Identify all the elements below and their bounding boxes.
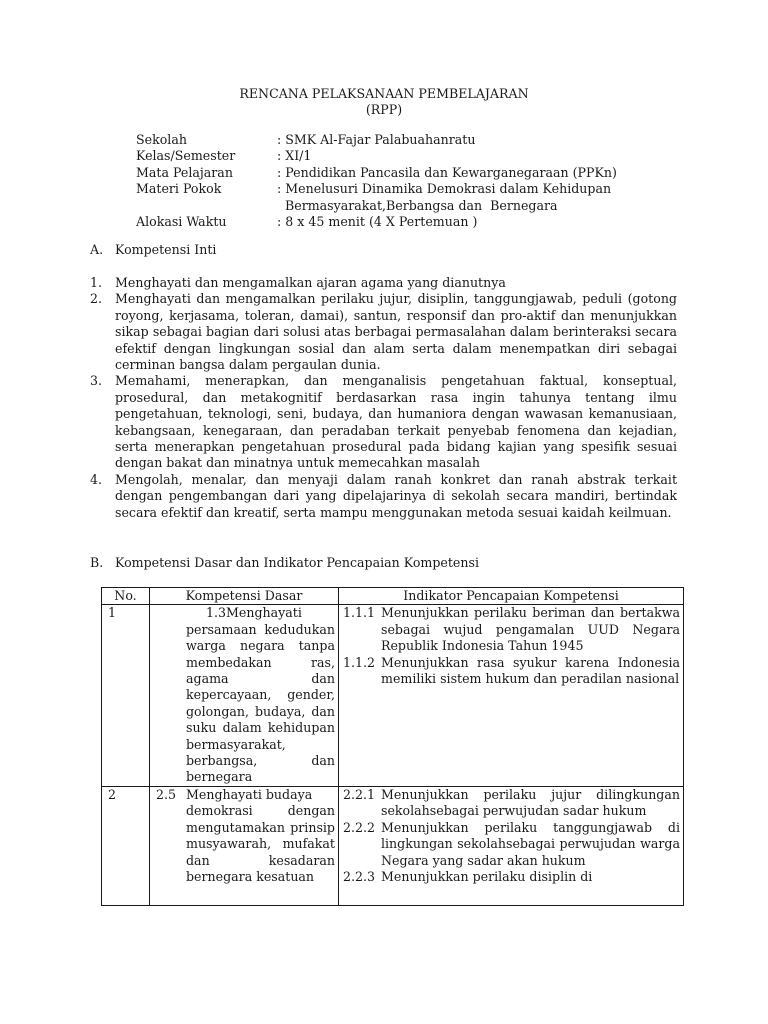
indicator-code: 2.2.3 (343, 868, 376, 884)
section-title: Kompetensi Inti (115, 242, 217, 257)
section-letter: A. (90, 242, 104, 257)
identity-value: : Pendidikan Pancasila dan Kewarganegaraan (PPKn) (277, 164, 617, 180)
indicator-code: 2.2.2 (343, 819, 376, 835)
list-number: 3. (90, 373, 103, 389)
document-title (0, 86, 768, 119)
kd-code: 2.5 (156, 786, 177, 802)
identity-value: Bermasyarakat,Berbangsa dan Bernegara (277, 197, 558, 213)
list-text: Menghayati dan mengamalkan ajaran agama yang dianutnya (115, 275, 506, 290)
kd-code: 1.3 (206, 605, 227, 621)
identity-row-topic-continued (136, 198, 696, 214)
indicator-code: 1.1.1 (343, 605, 376, 621)
indicator-item (343, 655, 680, 688)
title-line-1: RENCANA PELAKSANAAN PEMBELAJARAN (239, 86, 529, 101)
section-b-heading (90, 555, 690, 571)
identity-row-time (136, 214, 696, 230)
list-number: 2. (90, 291, 103, 307)
kd-cell (150, 605, 339, 786)
kd-cell (150, 786, 339, 905)
list-text: Memahami, menerapkan, dan menganalisis pengetahuan faktual, konseptual, prosedural, dan metakognitif berdasarkan rasa ingin tahunya tentang ilmu pengetahuan, teknologi, seni, budaya, dan humaniora dengan wawasan kemanusiaan, kebangsaan, kenegaraan, dan peradaban terkait penyebab fenomena dan kejadian, serta menerapkan pengetahuan prosedural pada bidang kajian yang spesifik sesuai dengan bakat dan minatnya untuk memecahkan masalah (115, 373, 677, 471)
row-number: 1 (102, 605, 150, 786)
kd-first-words: Menghayati budaya (186, 786, 313, 802)
identity-value: : XI/1 (277, 148, 312, 164)
identity-label: Sekolah (136, 132, 187, 147)
list-item (90, 275, 677, 291)
indicator-text: Menunjukkan perilaku tanggungjawab di lingkungan sekolahsebagai perwujudan warga Negara yang sadar akan hukum (381, 819, 680, 868)
section-letter: B. (90, 555, 104, 570)
indicator-item (343, 869, 680, 885)
identity-label: Kelas/Semester (136, 148, 236, 164)
list-item (90, 472, 677, 521)
kd-heading (156, 787, 335, 803)
row-number: 2 (102, 786, 150, 905)
list-number: 1. (90, 275, 103, 290)
indicator-code: 1.1.2 (343, 654, 376, 670)
indicator-item (343, 605, 680, 654)
header-no: No. (102, 588, 150, 605)
list-text: Menghayati dan mengamalkan perilaku jujur, disiplin, tanggungjawab, peduli (gotong royong, kerjasama, toleran, damai), santun, responsif dan pro-aktif dan menunjukkan sikap sebagai bagian dari solusi atas berbagai permasalahan dalam berinteraksi secara efektif dengan lingkungan sosial dan alam serta dalam menempatkan diri sebagai cerminan bangsa dalam pergaulan dunia. (115, 291, 677, 373)
identity-value: : 8 x 45 menit (4 X Pertemuan ) (277, 214, 478, 230)
kd-heading (156, 605, 335, 621)
identity-row-school (136, 132, 696, 148)
title-line-2: (RPP) (365, 102, 403, 118)
table-header-row (102, 588, 684, 605)
table-row (102, 605, 684, 786)
identity-row-topic (136, 181, 696, 197)
competency-table (101, 587, 684, 906)
indicator-text: Menunjukkan rasa syukur karena Indonesia memiliki sistem hukum dan peradilan nasional (381, 654, 680, 687)
indicator-cell (339, 605, 684, 786)
kd-text: demokrasi dengan mengutamakan prinsip musyawarah, mufakat dan kesadaran bernegara kesatuan (186, 803, 335, 884)
identity-label: Materi Pokok (136, 181, 222, 197)
table-row (102, 786, 684, 905)
section-a-heading (90, 242, 690, 258)
indicator-text: Menunjukkan perilaku beriman dan bertakwa sebagai wujud pengamalan UUD Negara Republik Indonesia Tahun 1945 (381, 605, 680, 654)
list-number: 4. (90, 471, 103, 487)
list-item (90, 373, 677, 471)
section-title: Kompetensi Dasar dan Indikator Pencapaian Kompetensi (115, 555, 479, 570)
indicator-item (343, 820, 680, 869)
identity-block (136, 132, 696, 230)
kd-text: persamaan kedudukan warga negara tanpa membedakan ras, agama dan kepercayaan, gender, golongan, budaya, dan suku dalam kehidupan bermasyarakat, berbangsa, dan bernegara (186, 621, 335, 785)
identity-value: : Menelusuri Dinamika Demokrasi dalam Kehidupan (277, 181, 612, 197)
indicator-text: Menunjukkan perilaku jujur dilingkungan sekolahsebagai perwujudan sadar hukum (381, 786, 680, 819)
indicator-item (343, 787, 680, 820)
list-text: Mengolah, menalar, dan menyaji dalam ranah konkret dan ranah abstrak terkait dengan pengembangan dari yang dipelajarinya di sekolah secara mandiri, bertindak secara efektif dan kreatif, serta mampu menggunakan metoda sesuai kaidah keilmuan. (115, 471, 677, 520)
header-kompetensi-dasar: Kompetensi Dasar (150, 588, 339, 605)
identity-label: Alokasi Waktu (136, 214, 227, 230)
list-item (90, 291, 677, 373)
indicator-code: 2.2.1 (343, 786, 376, 802)
indicator-wrap (343, 787, 680, 905)
identity-row-subject (136, 165, 696, 181)
header-indikator: Indikator Pencapaian Kompetensi (339, 588, 684, 605)
indicator-text: Menunjukkan perilaku disiplin di (381, 868, 593, 884)
identity-row-class (136, 148, 696, 164)
identity-value: : SMK Al-Fajar Palabuahanratu (277, 132, 476, 147)
indicator-cell (339, 786, 684, 905)
kd-first-words: Menghayati (226, 605, 302, 621)
kd-wrap (156, 787, 335, 905)
kompetensi-inti-list (90, 275, 677, 521)
identity-label: Mata Pelajaran (136, 164, 233, 180)
